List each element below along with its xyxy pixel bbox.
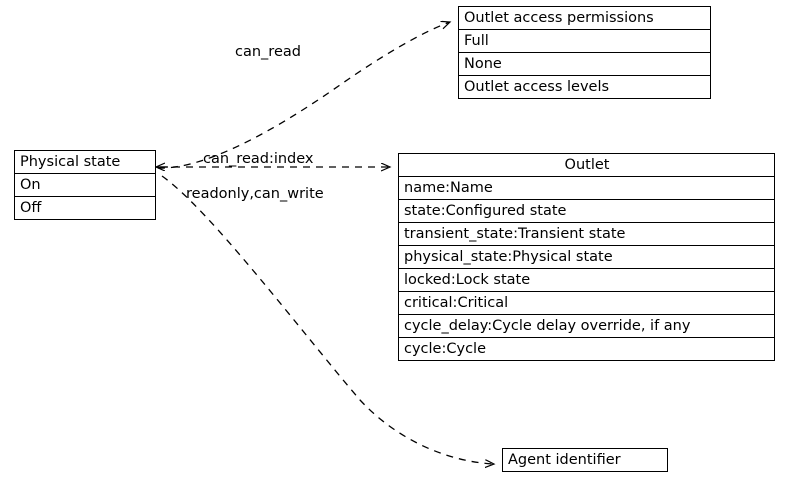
node-row: Outlet access levels [459, 75, 710, 98]
node-title: Physical state [20, 154, 121, 170]
node-row: cycle_delay:Cycle delay override, if any [399, 314, 774, 337]
node-row: locked:Lock state [399, 268, 774, 291]
edge-label-can-read: can_read [235, 44, 301, 60]
node-row: name:Name [399, 176, 774, 199]
node-row: state:Configured state [399, 199, 774, 222]
node-row: On [15, 173, 155, 196]
node-row: Full [459, 29, 710, 52]
node-title: Outlet access permissions [464, 10, 654, 26]
node-outlet-access-permissions[interactable] [458, 6, 711, 99]
edge-can-read [158, 22, 450, 168]
node-row: cycle:Cycle [399, 337, 774, 360]
node-row: transient_state:Transient state [399, 222, 774, 245]
node-row: Off [15, 196, 155, 219]
node-agent-identifier[interactable] [502, 448, 668, 472]
edge-label-can-read-index: can_read:index [203, 151, 314, 167]
node-title: Outlet [564, 157, 610, 173]
node-row: critical:Critical [399, 291, 774, 314]
edge-label-readonly-can-write: readonly,can_write [186, 186, 324, 202]
node-row: None [459, 52, 710, 75]
node-row: physical_state:Physical state [399, 245, 774, 268]
node-physical-state[interactable] [14, 150, 156, 220]
node-title: Agent identifier [508, 452, 621, 468]
node-outlet[interactable] [398, 153, 775, 361]
